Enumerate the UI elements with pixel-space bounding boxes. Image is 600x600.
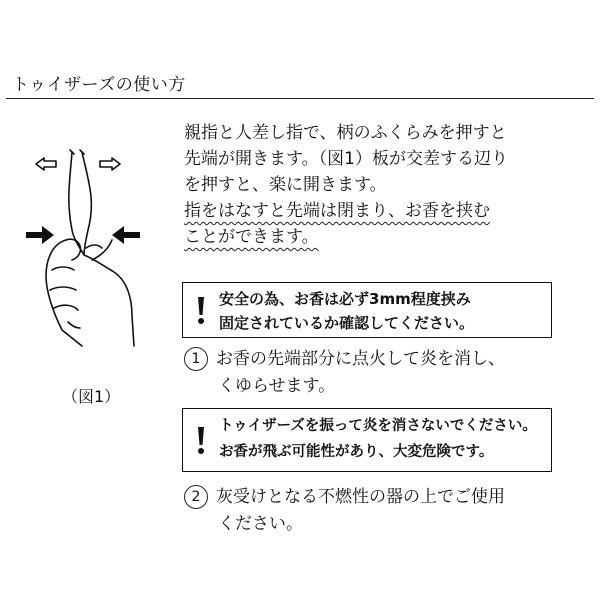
- warning-line: 固定されているか確認してください。: [219, 314, 475, 332]
- step-text: お香の先端部分に点火して炎を消し、: [216, 349, 505, 369]
- step-text: 灰受けとなる不燃性の器の上でご使用: [216, 487, 505, 507]
- intro-text: [184, 120, 584, 250]
- hand-outline: [46, 240, 82, 346]
- step-1: [184, 346, 584, 400]
- warning-line: 安全の為、お香は必ず3mm程度挟み: [219, 290, 471, 308]
- tweezers-right-arm: [82, 152, 91, 255]
- safety-warning-box: [182, 282, 552, 338]
- page-title: トゥイザーズの使い方: [12, 75, 186, 95]
- hand-tweezers-drawing: [22, 140, 162, 350]
- step-number-badge: 2: [184, 485, 208, 509]
- intro-line: 親指と人差し指で、柄のふくらみを押すと: [184, 123, 507, 143]
- intro-emphasis-line: 指をはなすと先端は閉まり、お香を挟む: [184, 201, 490, 221]
- arrow-left-open-icon: [36, 158, 56, 170]
- intro-emphasis-line: ことができます。: [184, 227, 319, 247]
- step-2: [184, 484, 584, 538]
- step-number-badge: 1: [184, 347, 208, 371]
- exclamation-icon: [193, 425, 209, 455]
- step-text: くゆらせます。: [218, 376, 336, 396]
- intro-line: を押すと、楽に開きます。: [184, 175, 387, 195]
- tweezers-illustration: [22, 140, 162, 350]
- arrow-pinch-left-icon: [112, 226, 140, 244]
- title-divider: [6, 98, 594, 99]
- figure-caption: （図1）: [62, 387, 121, 406]
- danger-warning-box: [182, 408, 552, 472]
- arrow-right-open-icon: [100, 158, 120, 170]
- arrow-pinch-right-icon: [26, 226, 54, 244]
- warning-line: お香が飛ぶ可能性があり、大変危険です。: [219, 444, 494, 460]
- step-text: ください。: [218, 514, 303, 534]
- warning-line: トゥイザーズを振って炎を消さないでください。: [219, 418, 537, 434]
- intro-line: 先端が開きます。（図1）板が交差する辺り: [184, 149, 508, 169]
- exclamation-icon: [193, 295, 209, 325]
